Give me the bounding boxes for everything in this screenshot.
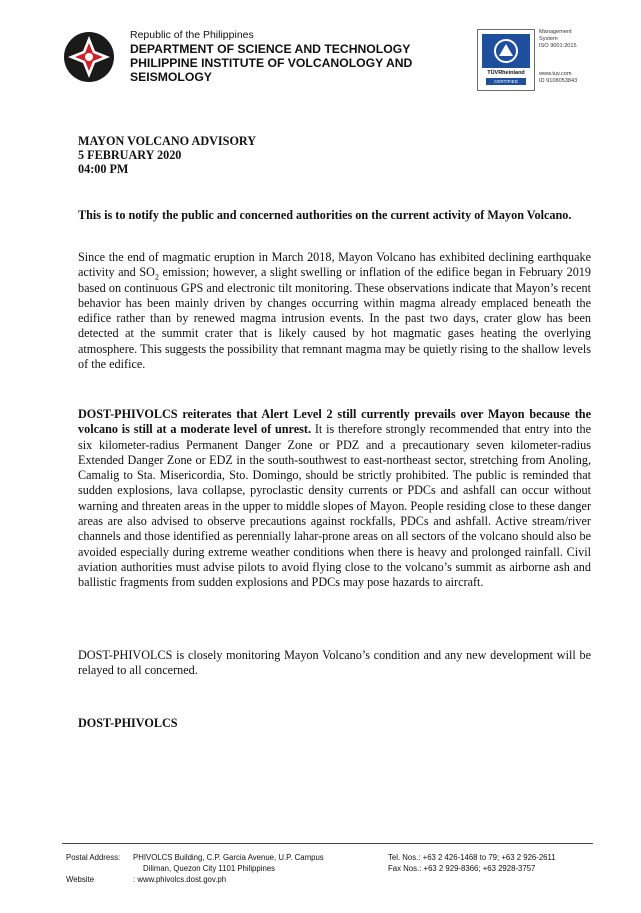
- footer-contact: [388, 853, 598, 875]
- advisory-date: 5 FEBRUARY 2020: [78, 148, 182, 162]
- telephone-numbers: Tel. Nos.: +63 2 426-1468 to 79; +63 2 926-2611: [388, 853, 556, 862]
- advisory-heading: [78, 134, 256, 176]
- footer-address: [133, 853, 383, 885]
- tuv-brand: TÜVRheinland: [487, 70, 525, 76]
- postal-line1: PHIVOLCS Building, C.P. Garcia Avenue, U.P. Campus: [133, 853, 324, 862]
- department-name: DEPARTMENT OF SCIENCE AND TECHNOLOGY: [130, 42, 411, 56]
- website-label: Website: [66, 874, 95, 884]
- advisory-time: 04:00 PM: [78, 162, 129, 176]
- cert-standard: ISO 9001:2015: [539, 43, 577, 49]
- iso-certification-badge: [477, 29, 593, 91]
- signature: DOST-PHIVOLCS: [78, 716, 178, 730]
- cert-system-1: Management: [539, 29, 572, 35]
- paragraph-monitoring: DOST-PHIVOLCS is closely monitoring Mayon Volcano’s condition and any new development will be relayed to all concerned.: [78, 648, 591, 678]
- footer-labels: [66, 853, 136, 885]
- so2-subscript: 2: [154, 272, 159, 282]
- institute-name-line2: SEISMOLOGY: [130, 70, 212, 84]
- paragraph-activity: [78, 250, 591, 372]
- agency-header: [130, 29, 460, 84]
- footer-divider: [62, 843, 593, 844]
- tuv-mark: [482, 34, 530, 68]
- fax-numbers: Fax Nos.: +63 2 929-8366; +63 2928-3757: [388, 863, 536, 873]
- phivolcs-logo: [62, 30, 116, 84]
- certification-details: [539, 29, 595, 84]
- p2-recommendations: It is therefore strongly recommended that entry into the six kilometer-radius Permanent Danger Zone or PDZ and a precautionary seven kilometer-radius Extended Danger Zone or EDZ in the south-southwest to east-northeast sector, stretching from Anoling, Camalig to Sta. Misericordia, Sto. Domingo, should be strictly prohibited. The public is reminded that sudden explosions, lava collapse, pyroclastic density currents or PDCs and ashfall can occur without warning and threaten areas in the upper to middle slopes of Mayon. People residing close to these danger areas are also advised to observe precautions against rockfalls, PDCs and ashfall. Active stream/river channels and those identified as perennially lahar-prone areas on all sectors of the volcano should also be avoided especially during extreme weather conditions when there is heavy and prolonged rainfall. Civil aviation authorities must advise pilots to avoid flying close to the volcano’s summit as airborne ash and ballistic fragments from sudden explosions and PDCs may pose hazards to aircraft.: [78, 422, 591, 590]
- certified-label: CERTIFIED: [486, 78, 526, 85]
- tuv-logo: [477, 29, 535, 91]
- postal-label: Postal Address:: [66, 853, 121, 862]
- p1-text-b: emission; however, a slight swelling or inflation of the edifice began in February 2019 based on continuous GPS and electronic tilt monitoring. These observations indicate that Mayon’s recent behavior has been mainly driven by changes occurring within magma already emplaced beneath the edifice rather than by renewed magma intrusion events. In the past two days, crater glow has been detected at the summit crater that is likely caused by hot magmatic gases heating the overlying atmosphere. This suggests the possibility that remnant magma may be quietly rising to the shallow levels of the edifice.: [78, 265, 591, 372]
- postal-line2: Diliman, Quezon City 1101 Philippines: [143, 863, 276, 873]
- alert-statement: DOST-PHIVOLCS reiterates that Alert Level 2 still currently prevails over Mayon because the volcano is still at a moderate level of unrest.: [78, 407, 591, 437]
- intro-paragraph: This is to notify the public and concerned authorities on the current activity of Mayon Volcano.: [78, 208, 572, 222]
- advisory-title: MAYON VOLCANO ADVISORY: [78, 134, 257, 148]
- p1-text-a: Since the end of magmatic eruption in March 2018, Mayon Volcano has exhibited declining earthquake activity and SO: [78, 250, 591, 280]
- republic-line: Republic of the Philippines: [130, 29, 254, 41]
- cert-system-2: System: [539, 36, 558, 42]
- cert-id: ID 9108053843: [539, 78, 578, 84]
- website-link[interactable]: : www.phivolcs.dost.gov.ph: [133, 874, 227, 884]
- cert-url: www.tuv.com: [539, 71, 572, 77]
- paragraph-alert-level: [78, 407, 591, 591]
- institute-name-line1: PHILIPPINE INSTITUTE OF VOLCANOLOGY AND: [130, 56, 413, 70]
